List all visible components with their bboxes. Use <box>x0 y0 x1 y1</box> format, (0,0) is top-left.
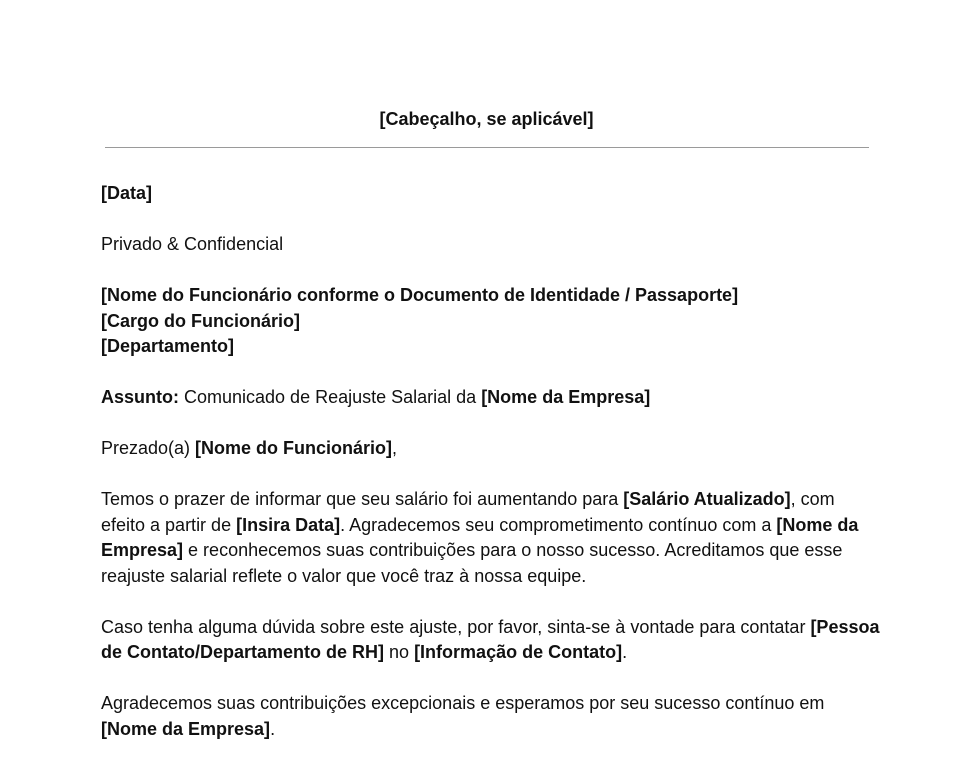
recipient-block <box>101 283 881 360</box>
letter-body <box>101 181 881 768</box>
subject-text: Comunicado de Reajuste Salarial da <box>179 387 482 407</box>
paragraph-text: e reconhecemos suas contribuições para o nosso sucesso. Acreditamos que esse reajuste salarial reflete o valor que você traz à nossa equipe. <box>101 540 843 586</box>
paragraph-text: , com efeito a partir de <box>101 489 835 535</box>
paragraph-contact <box>101 615 881 666</box>
confidential-line: Privado & Confidencial <box>101 234 284 254</box>
paragraph-text: Temos o prazer de informar que seu salário foi aumentando para <box>101 489 624 509</box>
salary-placeholder: [Salário Atualizado] <box>623 489 791 509</box>
paragraph-text: no <box>384 642 415 662</box>
date-placeholder: [Data] <box>101 183 153 203</box>
paragraph-text: . <box>622 642 628 662</box>
paragraph-closing <box>101 691 881 742</box>
subject-company: [Nome da Empresa] <box>481 387 651 407</box>
subject-label: Assunto: <box>101 387 179 407</box>
recipient-name: [Nome do Funcionário conforme o Documento de Identidade / Passaporte] <box>101 285 739 305</box>
effective-date-placeholder: [Insira Data] <box>236 514 341 535</box>
paragraph-text: Caso tenha alguma dúvida sobre este ajuste, por favor, sinta-se à vontade para contatar <box>101 616 811 637</box>
paragraph-text: Agradecemos suas contribuições excepcionais e esperamos por seu sucesso contínuo em <box>101 693 825 713</box>
date-line <box>101 181 881 207</box>
subject-line <box>101 385 881 411</box>
header-title: [Cabeçalho, se aplicável] <box>379 109 594 129</box>
recipient-department: [Departamento] <box>101 336 235 356</box>
company-placeholder: [Nome da Empresa] <box>101 514 859 560</box>
salutation-suffix: , <box>392 438 398 458</box>
salutation-prefix: Prezado(a) <box>101 438 196 458</box>
paragraph-salary <box>101 487 881 589</box>
salutation <box>101 436 881 462</box>
header-divider <box>105 147 869 148</box>
salutation-name: [Nome do Funcionário] <box>195 438 393 458</box>
contact-info-placeholder: [Informação de Contato] <box>414 642 623 662</box>
contact-person-placeholder: [Pessoa de Contato/Departamento de RH] <box>101 616 880 662</box>
recipient-position: [Cargo do Funcionário] <box>101 310 300 331</box>
company-placeholder: [Nome da Empresa] <box>101 718 271 739</box>
paragraph-text: . <box>270 718 276 739</box>
paragraph-text: . Agradecemos seu comprometimento contínuo com a <box>340 514 777 535</box>
